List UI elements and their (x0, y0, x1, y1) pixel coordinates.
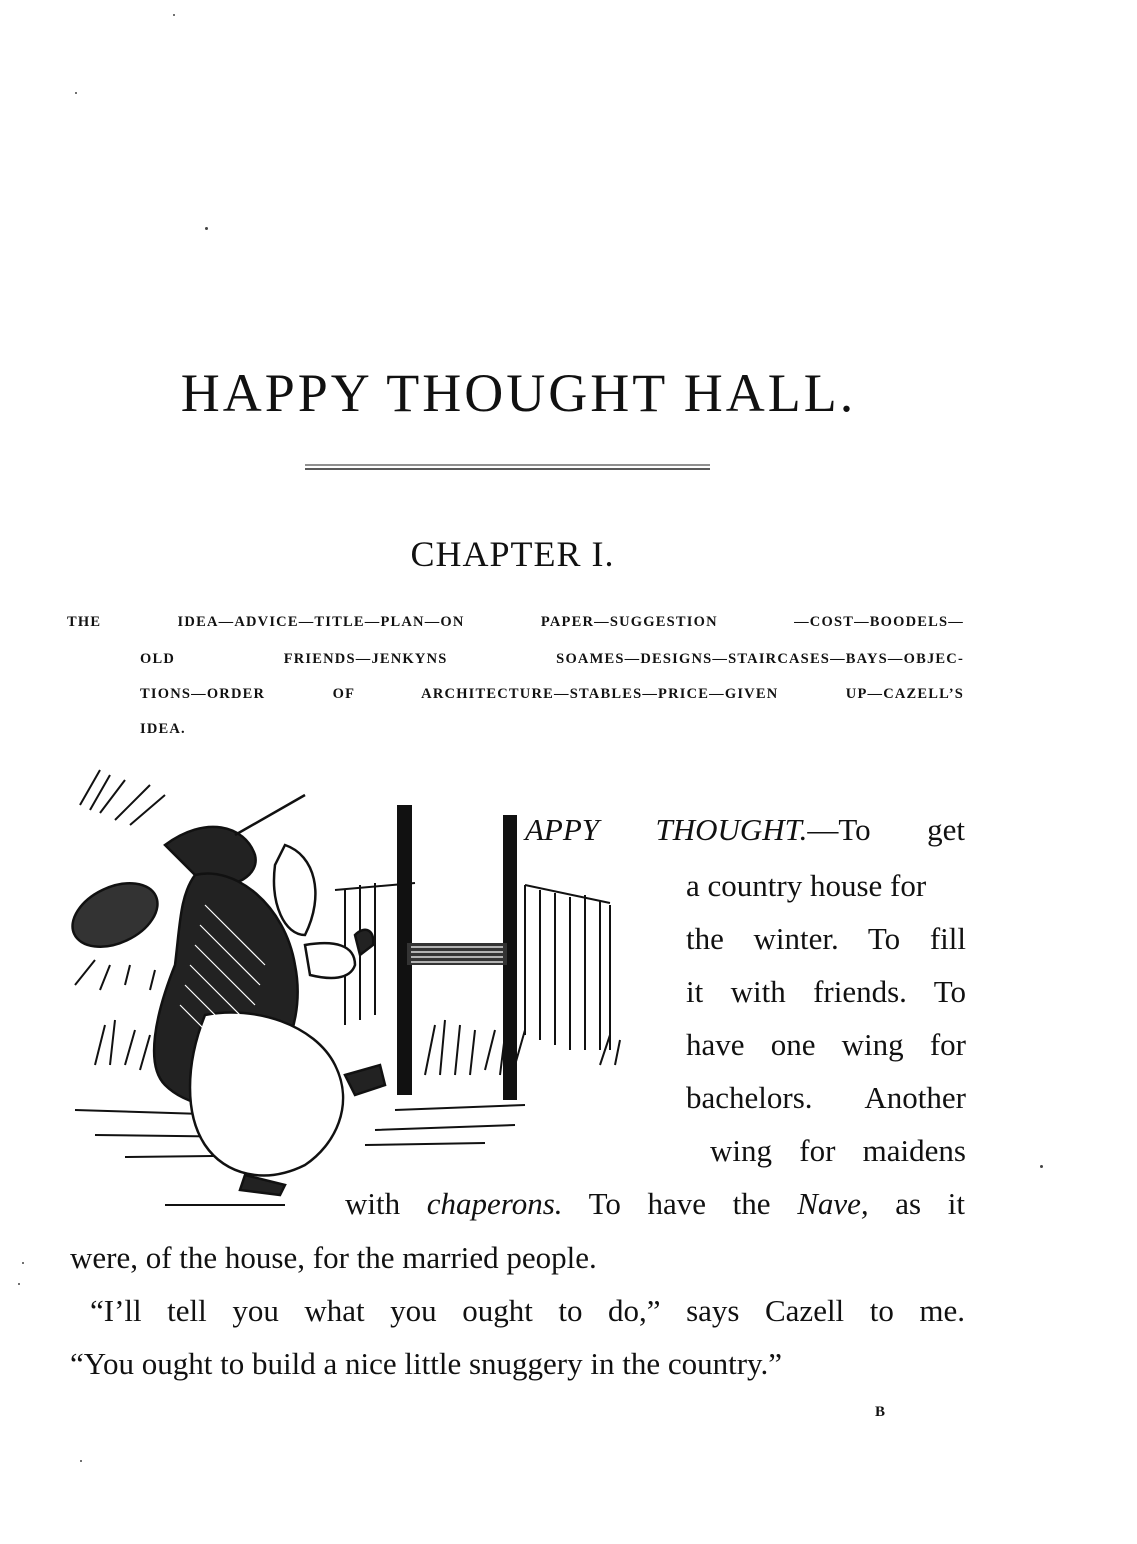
print-speck (205, 227, 208, 230)
body-text-line: a country house for (686, 868, 927, 903)
body-text-fragment: with (345, 1186, 427, 1221)
print-speck (22, 1262, 24, 1264)
body-text-fragment: To have the (562, 1186, 798, 1221)
body-text-fragment: —To get (807, 812, 965, 847)
printer-signature-mark: B (875, 1404, 886, 1420)
italic-word: Nave, (797, 1186, 869, 1221)
print-speck (80, 1460, 82, 1462)
print-speck (173, 14, 175, 16)
body-text-line: were, of the house, for the married people. (70, 1240, 597, 1275)
chapter-synopsis-line: TIONS—ORDER OF ARCHITECTURE—STABLES—PRICE—GIVEN UP—CAZELL’S (140, 686, 964, 702)
print-speck (18, 1283, 20, 1285)
title-divider-rule (305, 463, 710, 473)
body-text-line: the winter. To fill (686, 921, 966, 956)
chapter-synopsis-line: THE IDEA—ADVICE—TITLE—PLAN—ON PAPER—SUGGESTION —COST—BOODELS— (67, 614, 964, 630)
body-text-line: it with friends. To (686, 974, 966, 1009)
chapter-heading: CHAPTER I. (410, 534, 615, 574)
body-text-line: “You ought to build a nice little snuggery in the country.” (70, 1346, 783, 1381)
print-speck (75, 92, 77, 94)
body-text-line: bachelors. Another (686, 1080, 966, 1115)
body-text-line (345, 1186, 965, 1222)
body-text-line: wing for maidens (710, 1133, 966, 1168)
italic-word: chaperons. (426, 1186, 563, 1221)
drop-cap-continuation-italic: APPY THOUGHT. (525, 812, 808, 847)
body-text-line: have one wing for (686, 1027, 966, 1062)
print-speck (1040, 1165, 1043, 1168)
body-text-fragment: as it (868, 1186, 965, 1221)
body-text-line (525, 812, 965, 848)
chapter-synopsis-line: OLD FRIENDS—JENKYNS SOAMES—DESIGNS—STAIRCASES—BAYS—OBJEC- (140, 651, 964, 667)
body-text-line: “I’ll tell you what you ought to do,” says Cazell to me. (90, 1293, 965, 1328)
book-title: HAPPY THOUGHT HALL. (180, 363, 857, 423)
chapter-synopsis-line: IDEA. (140, 721, 186, 737)
